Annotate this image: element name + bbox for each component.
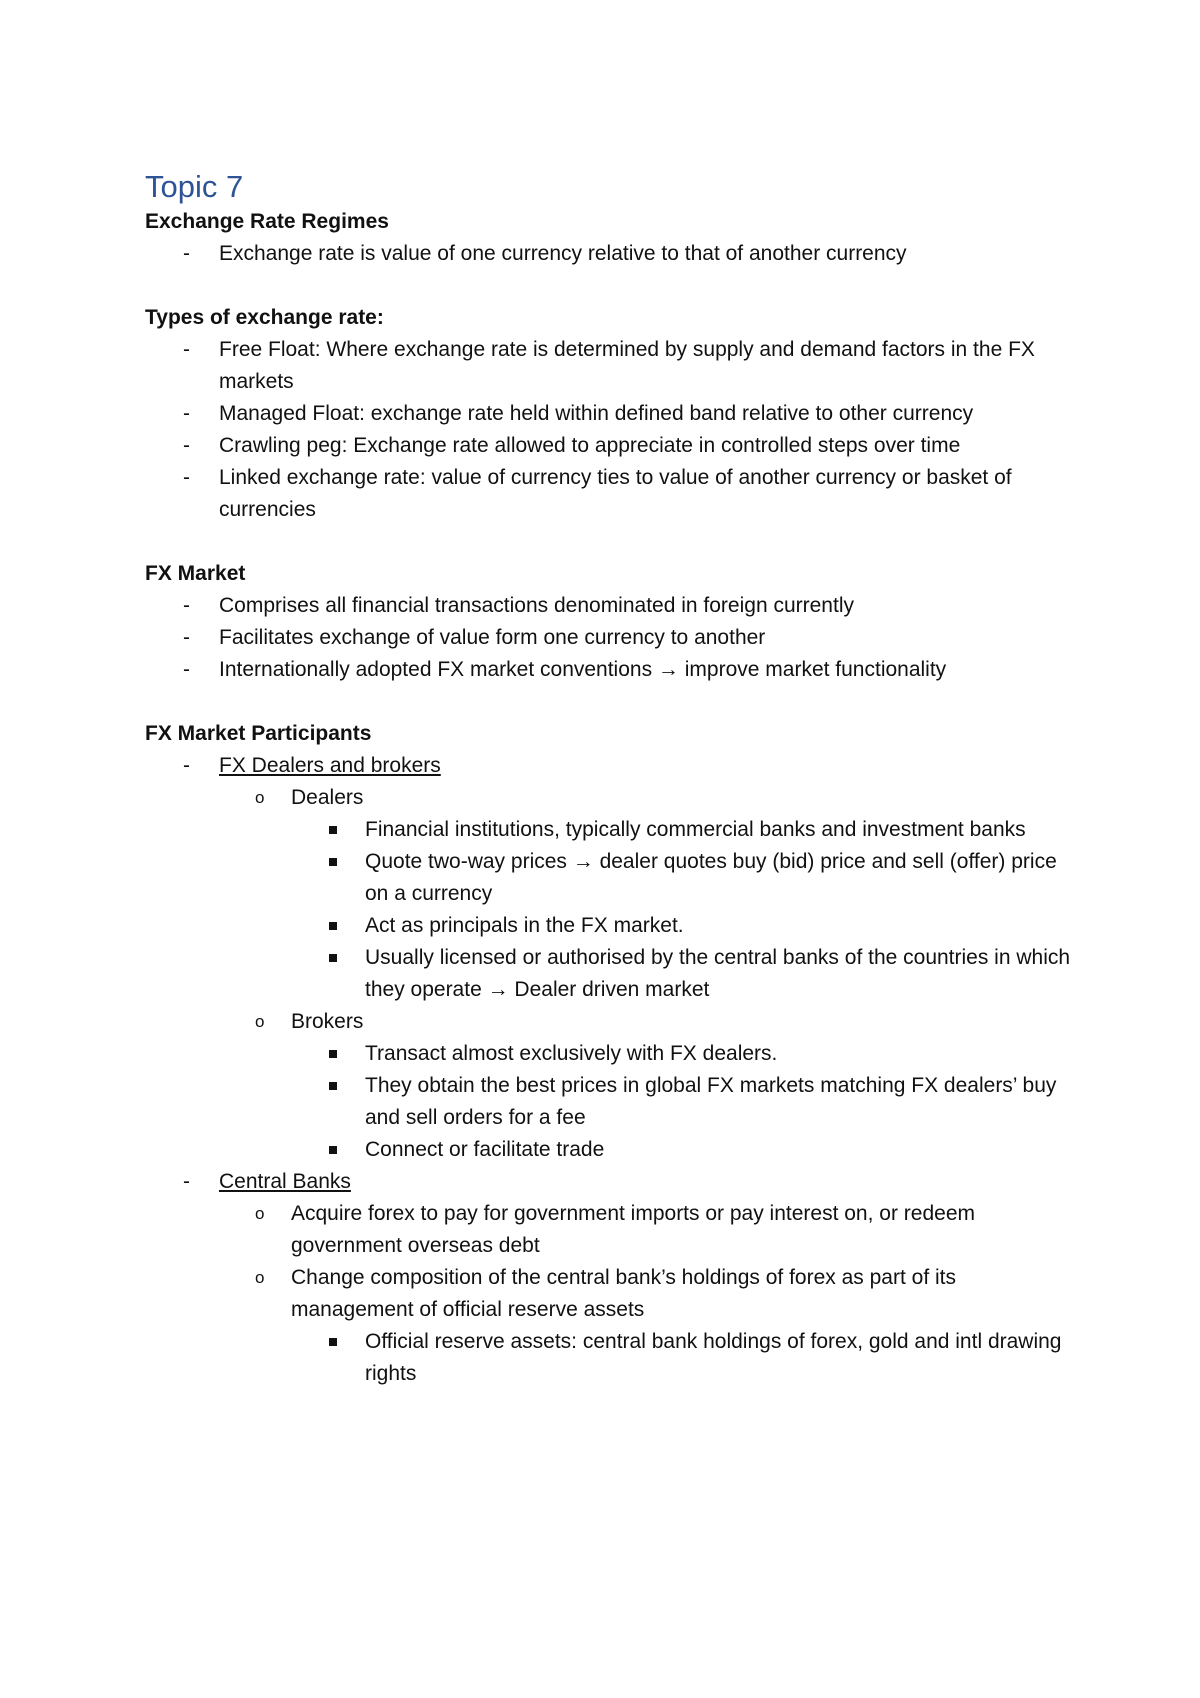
list-item: Transact almost exclusively with FX dealers. — [145, 1038, 1080, 1070]
dash-bullet: - — [183, 242, 190, 265]
square-bullet — [329, 858, 337, 866]
list-item: - Facilitates exchange of value form one currency to another — [145, 622, 1080, 654]
dash-bullet: - — [183, 658, 190, 681]
list-item: Connect or facilitate trade — [145, 1134, 1080, 1166]
list-item: - Exchange rate is value of one currency relative to that of another currency — [145, 238, 1080, 270]
list-item: Quote two-way prices → dealer quotes buy (bid) price and sell (offer) price on a currency — [145, 846, 1080, 910]
square-bullet — [329, 1146, 337, 1154]
list-item: Official reserve assets: central bank holdings of forex, gold and intl drawing rights — [145, 1326, 1080, 1390]
list-item: Act as principals in the FX market. — [145, 910, 1080, 942]
list-item: Usually licensed or authorised by the central banks of the countries in which they operate → Dealer driven market — [145, 942, 1080, 1006]
list-item: - Managed Float: exchange rate held within defined band relative to other currency — [145, 398, 1080, 430]
reserve-assets-sublist — [145, 1326, 1080, 1390]
section-heading-participants: FX Market Participants — [145, 722, 372, 745]
dash-bullet: - — [183, 1170, 190, 1193]
circle-bullet: o — [255, 788, 265, 807]
square-bullet — [329, 1082, 337, 1090]
dash-bullet: - — [183, 402, 190, 425]
list-item: - Internationally adopted FX market conventions → improve market functionality — [145, 654, 1080, 686]
list-item-central-banks — [145, 1166, 1080, 1390]
fx-market-list — [145, 590, 1080, 686]
section-heading-fx-market: FX Market — [145, 562, 246, 585]
dealers-brokers-label: FX Dealers and brokers — [219, 754, 441, 777]
list-item: Financial institutions, typically commercial banks and investment banks — [145, 814, 1080, 846]
participants-list — [145, 750, 1080, 1390]
list-item-brokers — [145, 1006, 1080, 1166]
dealers-sublist — [145, 814, 1080, 1006]
circle-bullet: o — [255, 1268, 265, 1287]
dash-bullet: - — [183, 434, 190, 457]
page-title: Topic 7 — [145, 169, 244, 204]
square-bullet — [329, 922, 337, 930]
square-bullet — [329, 954, 337, 962]
central-banks-sublist — [145, 1198, 1080, 1390]
list-item: - Comprises all financial transactions denominated in foreign currently — [145, 590, 1080, 622]
square-bullet — [329, 826, 337, 834]
dash-bullet: - — [183, 754, 190, 777]
types-list — [145, 334, 1080, 526]
list-item: - Linked exchange rate: value of currency ties to value of another currency or basket of currencies — [145, 462, 1080, 526]
brokers-sublist — [145, 1038, 1080, 1166]
list-item: They obtain the best prices in global FX markets matching FX dealers’ buy and sell orders for a fee — [145, 1070, 1080, 1134]
dealers-label: Dealers — [291, 786, 364, 809]
brokers-label: Brokers — [291, 1010, 364, 1033]
list-item-dealers — [145, 782, 1080, 1006]
regimes-list — [145, 238, 1080, 270]
list-item: o Change composition of the central bank’s holdings of forex as part of its management of official reserve assets Official reserve assets: central bank holdings of forex, gold and intl drawing rights — [145, 1262, 1080, 1390]
list-item: - Crawling peg: Exchange rate allowed to appreciate in controlled steps over time — [145, 430, 1080, 462]
dash-bullet: - — [183, 466, 190, 489]
section-heading-regimes: Exchange Rate Regimes — [145, 210, 389, 233]
circle-bullet: o — [255, 1204, 265, 1223]
circle-bullet: o — [255, 1012, 265, 1031]
list-item: o Acquire forex to pay for government imports or pay interest on, or redeem government overseas debt — [145, 1198, 1080, 1262]
section-heading-types: Types of exchange rate: — [145, 306, 384, 329]
list-item-dealers-brokers — [145, 750, 1080, 1166]
dash-bullet: - — [183, 594, 190, 617]
list-item: - Free Float: Where exchange rate is determined by supply and demand factors in the FX markets — [145, 334, 1080, 398]
dash-bullet: - — [183, 626, 190, 649]
square-bullet — [329, 1338, 337, 1346]
square-bullet — [329, 1050, 337, 1058]
dealers-brokers-sublist — [145, 782, 1080, 1166]
central-banks-label: Central Banks — [219, 1170, 351, 1193]
dash-bullet: - — [183, 338, 190, 361]
